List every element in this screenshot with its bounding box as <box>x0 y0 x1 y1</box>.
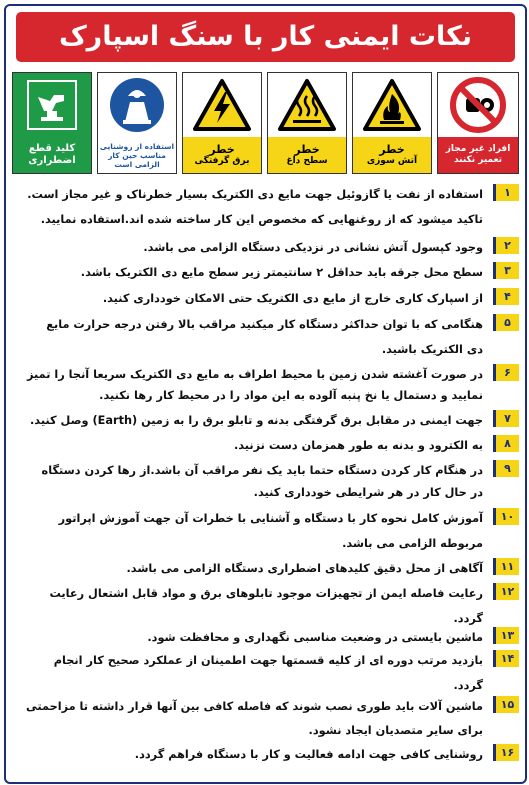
safety-poster <box>4 4 527 784</box>
item-number-badge: ۱۳ <box>493 627 519 644</box>
item-number-badge: ۸ <box>493 435 519 452</box>
sign-caption-line: آتش سوزی <box>366 156 418 167</box>
sign-caption-line: الزامی است <box>114 159 160 169</box>
emergency-stop-icon <box>13 73 91 137</box>
sign-hot-surface <box>267 72 347 174</box>
item-text-line: برای سایر متصدیان ایجاد نشود. <box>308 724 483 737</box>
item-number-badge: ۱۴ <box>493 650 519 667</box>
item-text-line: سطح محل جرقه باید حداقل ۲ سانتیمتر زیر سطح مایع دی الکتریک باشد. <box>80 266 483 279</box>
item-text-line: گردد. <box>453 679 483 692</box>
sign-fire <box>352 72 432 174</box>
item-number-badge: ۱۱ <box>493 558 519 575</box>
poster-title: نکات ایمنی کار با سنگ اسپارک <box>16 12 515 62</box>
item-text-line: نمایید و دستمال یا نخ پنبه آلوده به این مواد را در محیط کار رها نکنید. <box>99 389 483 402</box>
item-number-badge: ۱۰ <box>493 508 519 525</box>
item-text-line: رعایت فاصله ایمن از تجهیزات موجود تابلوهای برق و مواد قابل اشتعال رعایت <box>49 587 483 600</box>
item-text-line: آگاهی از محل دقیق کلیدهای اضطراری دستگاه الزامی می باشد. <box>126 562 483 575</box>
hot-surface-warning-icon <box>268 73 346 137</box>
sign-caption-line: اضطراری <box>28 155 76 166</box>
item-number-badge: ۵ <box>493 314 519 331</box>
item-text-line: روشنایی کافی جهت ادامه فعالیت و کار با دستگاه فراهم گردد. <box>134 748 483 761</box>
item-text-line: گردد. <box>453 612 483 625</box>
item-number-badge: ۲ <box>493 237 519 254</box>
item-text-line: در صورت آغشته شدن زمین با محیط اطراف به مایع دی الکتریک سریعا آنجا را تمیز <box>26 368 483 381</box>
item-text-line: بازدید مرتب دوره ای از کلیه قسمتها جهت اطمینان از عملکرد صحیح کار انجام <box>53 654 483 667</box>
item-text-line: وجود کپسول آتش نشانی در نزدیکی دستگاه الزامی می باشد. <box>143 241 483 254</box>
item-number-badge: ۱۵ <box>493 696 519 713</box>
item-text-line: هنگامی که با توان حداکثر دستگاه کار میکنید مراقب بالا رفتن درجه حرارت مایع <box>46 318 483 331</box>
sign-caption-line: خطر <box>209 143 235 156</box>
item-text-line: دی الکتریک باشید. <box>381 343 483 356</box>
electric-shock-warning-icon <box>183 73 261 137</box>
item-text-line: از اسپارک کاری خارج از مایع دی الکتریک حتی الامکان خودداری کنید. <box>102 292 483 305</box>
item-number-badge: ۳ <box>493 262 519 279</box>
item-number-badge: ۷ <box>493 410 519 427</box>
item-text-line: مربوطه الزامی می باشد. <box>342 537 483 550</box>
sign-caption-line: سطح داغ <box>286 156 328 167</box>
no-hands-icon <box>438 73 518 137</box>
item-text-line: ماشین آلات باید طوری نصب شوند که فاصله کافی بین آنها قرار داشته تا مزاحمتی <box>25 700 483 713</box>
sign-no-unauthorized-repair <box>437 72 519 174</box>
sign-caption-line: مناسب حین کار <box>108 150 166 160</box>
item-text-line: جهت ایمنی در مقابل برق گرفتگی بدنه و تابلو برق را به زمین (Earth) وصل کنید. <box>30 414 483 427</box>
item-text-line: ماشین بایستی در وضعیت مناسبی نگهداری و محافظت شود. <box>147 631 483 644</box>
safety-tips-list <box>12 182 519 778</box>
flame-warning-icon <box>353 73 431 137</box>
item-number-badge: ۱ <box>493 184 519 201</box>
item-number-badge: ۱۲ <box>493 583 519 600</box>
item-number-badge: ۹ <box>493 460 519 477</box>
sign-caption-line: خطر <box>294 143 320 156</box>
item-text-line: به الکترود و بدنه به طور همزمان دست نزنید. <box>233 439 483 452</box>
sign-electric-shock <box>182 72 262 174</box>
item-text-line: تاکید میشود که از روغنهایی که مخصوص این کار ساخته شده اند.استفاده نمایید. <box>40 213 483 226</box>
sign-caption-line: خطر <box>379 143 405 156</box>
safety-signs-row <box>12 72 519 176</box>
item-text-line: در هنگام کار کردن دستگاه حتما باید یک نفر مراقب آن باشد.از رها کردن دستگاه <box>41 464 483 477</box>
sign-emergency-stop <box>12 72 92 174</box>
item-number-badge: ۴ <box>493 288 519 305</box>
sign-lighting-mandatory <box>97 72 177 174</box>
item-number-badge: ۱۶ <box>493 744 519 761</box>
item-text-line: آموزش کامل نحوه کار با دستگاه و آشنایی با خطرات آن جهت آموزش اپراتور <box>58 512 483 525</box>
item-number-badge: ۶ <box>493 364 519 381</box>
sign-caption-line: برق گرفتگی <box>194 156 250 167</box>
sign-caption-line: افراد غیر مجاز <box>445 144 511 155</box>
sign-caption-line: تعمیر نکنند <box>453 155 503 165</box>
item-text-line: استفاده از نفت یا گازوئیل جهت مایع دی الکتریک بسیار خطرناک و غیر مجاز است. <box>27 188 483 201</box>
sign-caption-line: استفاده از روشنایی <box>99 141 175 151</box>
sign-caption-line: کلید قطع <box>28 143 76 154</box>
lighting-mandatory-icon <box>98 73 176 137</box>
item-text-line: در حال کار در هر شرایطی خودداری کنید. <box>253 486 483 499</box>
